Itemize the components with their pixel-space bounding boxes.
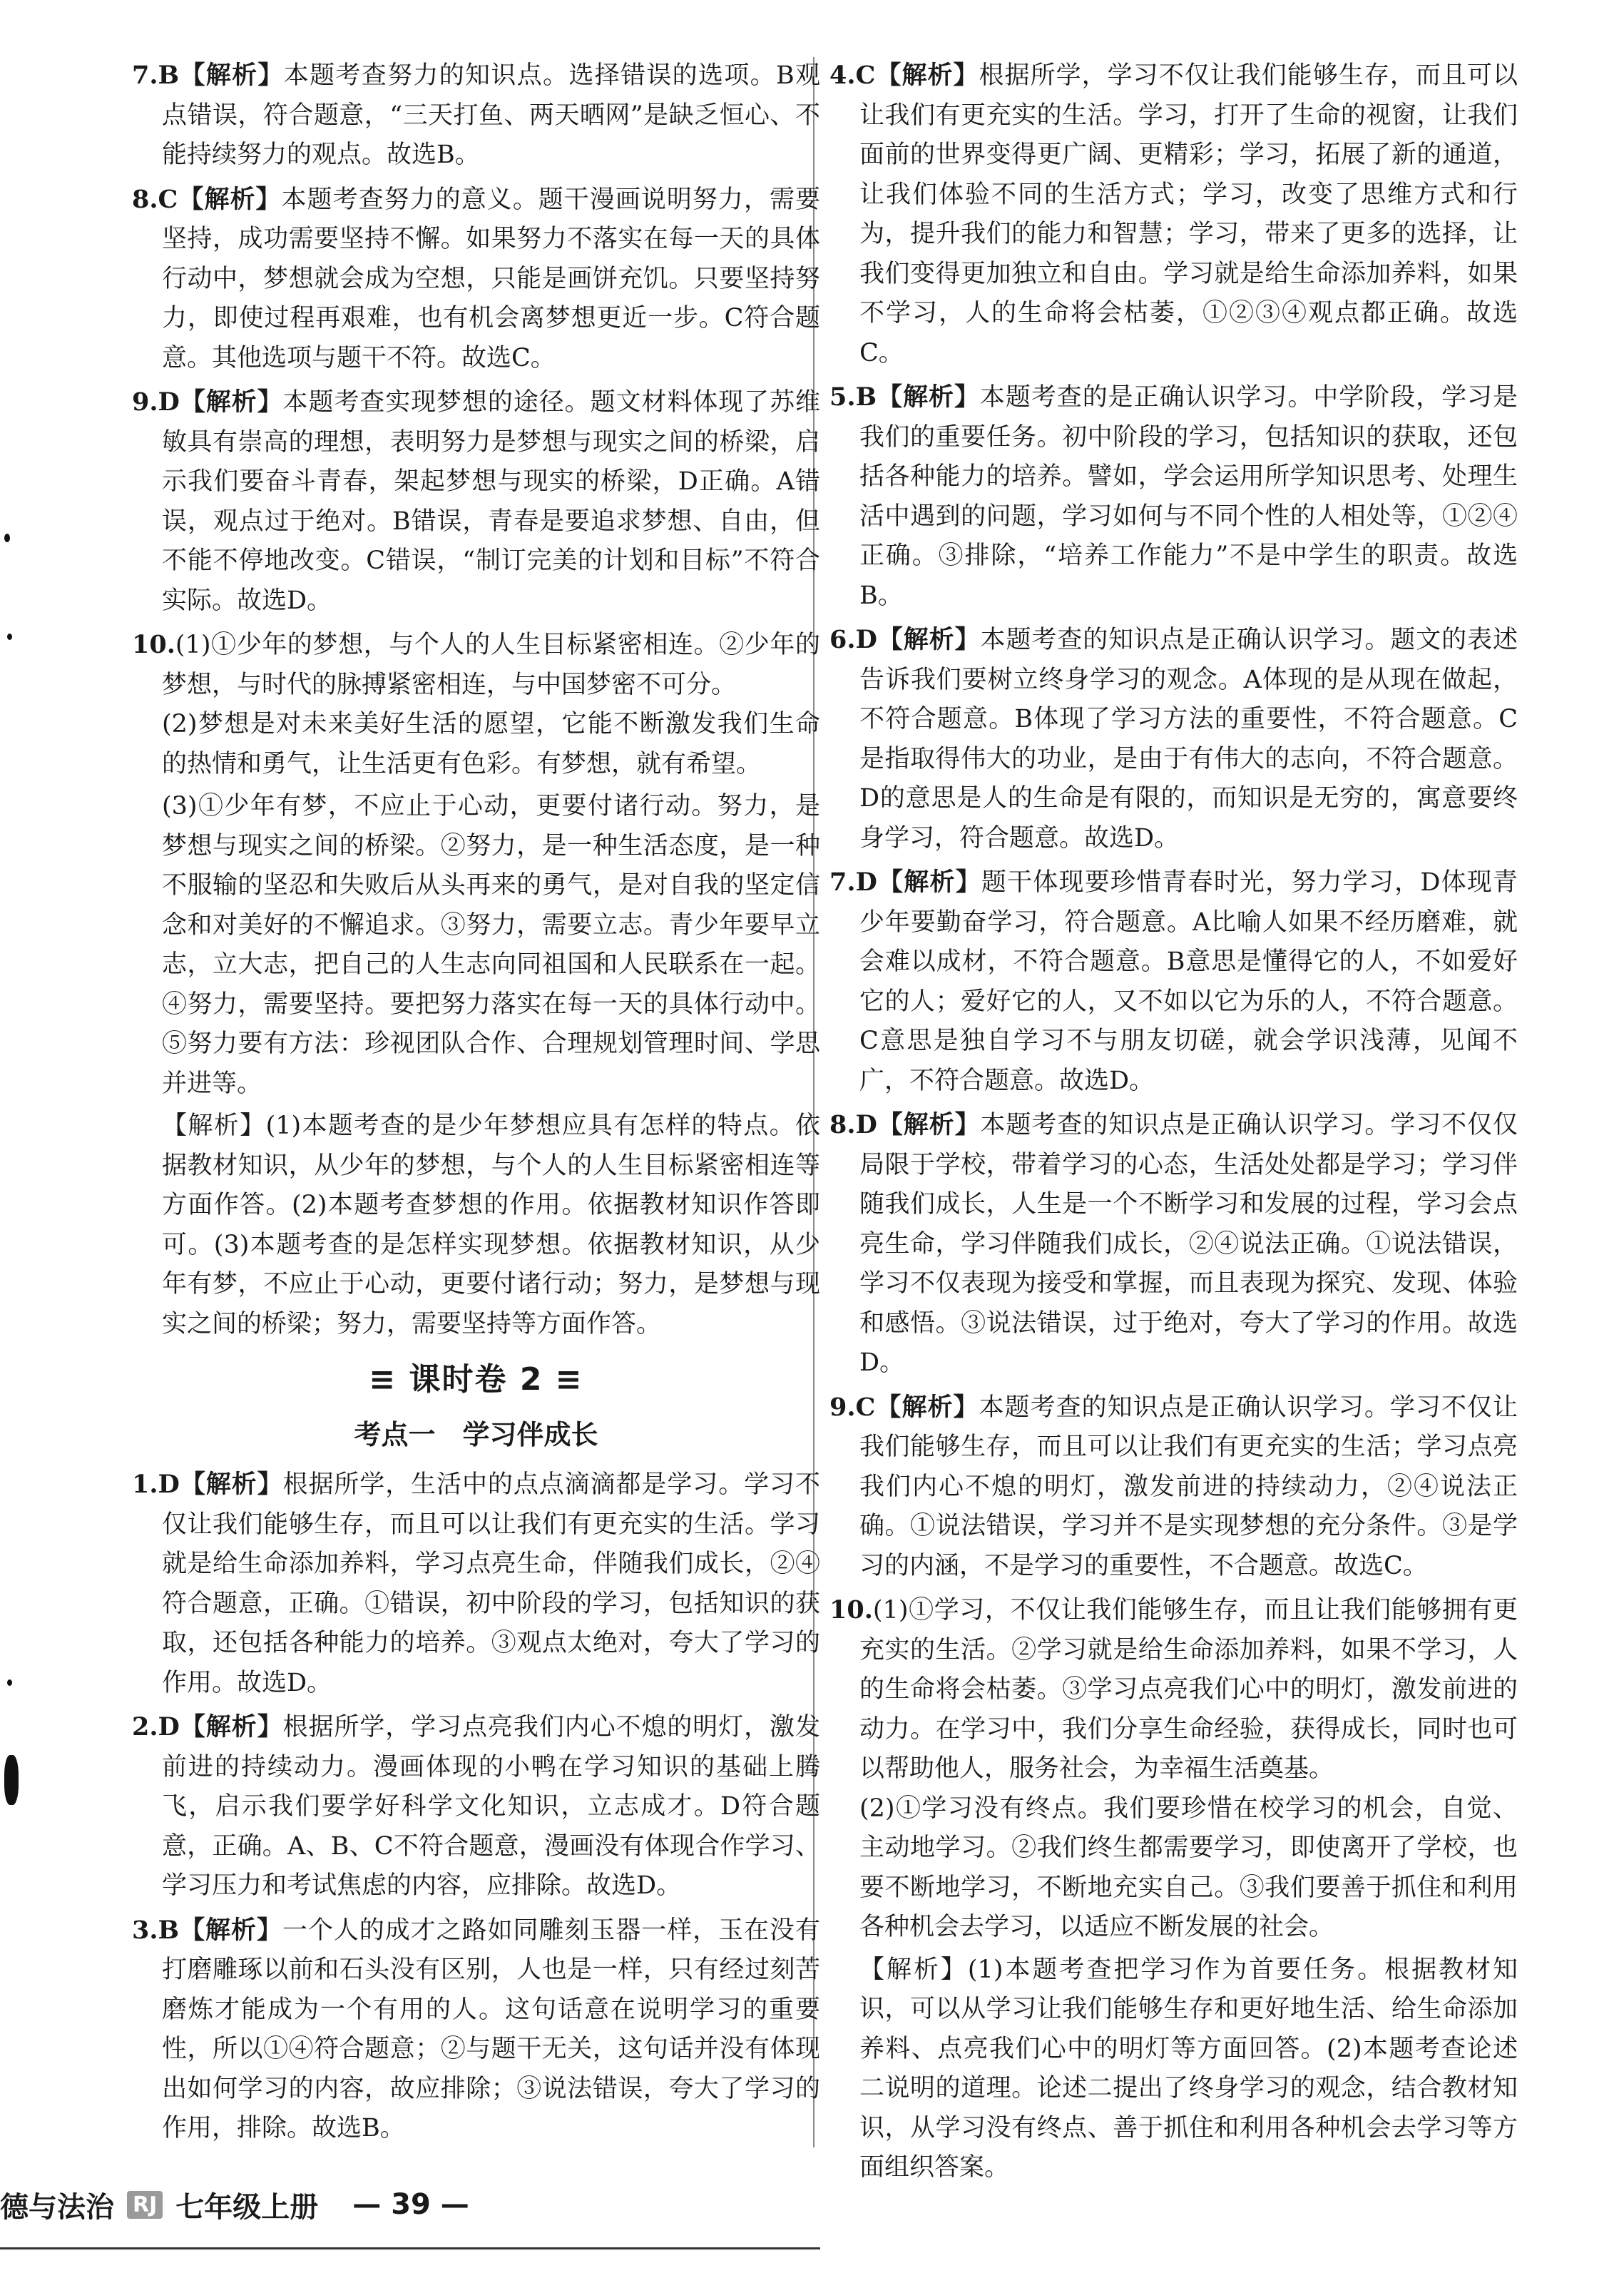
answer-text: 本题考查努力的意义。题干漫画说明努力，需要坚持，成功需要坚持不懈。如果努力不落实在每一天的具体行动中，梦想就会成为空想，只能是画饼充饥。只要坚持努力，即使过程再艰难，也有机会离梦想更近一步。C符合题意。其他选项与题干不符。故选C。 — [162, 185, 820, 372]
answer-item — [829, 1388, 1518, 1587]
scan-mark — [4, 1755, 19, 1805]
answer-paragraph: 【解析】(1)本题考查的是少年梦想应具有怎样的特点。依据教材知识，从少年的梦想，与个人的人生目标紧密相连等方面作答。(2)本题考查梦想的作用。依据教材知识作答即可。(3)本题考查的是怎样实现梦想。依据教材知识，从少年有梦，不应止于心动，更要付诸行动；努力，是梦想与现实之间的桥梁；努力，需要坚持等方面作答。 — [162, 1112, 820, 1338]
answer-text: 本题考查的知识点是正确认识学习。学习不仅让我们能够生存，而且可以让我们有更充实的生活；学习点亮我们内心不熄的明灯，激发前进的持续动力，②④说法正确。①说法错误，学习并不是实现梦想的充分条件。③是学习的内涵，不是学习的重要性，不合题意。故选C。 — [859, 1393, 1518, 1580]
answer-item — [829, 377, 1518, 616]
analysis-tag: 【解析】 — [179, 1915, 282, 1945]
answer-item — [132, 180, 820, 379]
section-title: ≡ 课时卷 2 ≡ — [369, 1361, 583, 1398]
analysis-tag: 【解析】 — [877, 1110, 981, 1139]
answer-text: (1)①少年的梦想，与个人的人生目标紧密相连。②少年的梦想，与时代的脉搏紧密相连，与中国梦密不可分。 — [162, 631, 820, 699]
subsection-title: 考点一 学习伴成长 — [354, 1418, 598, 1450]
answer-paragraph: 【解析】(1)本题考查把学习作为首要任务。根据教材知识，可以从学习让我们能够生存和更好地生活、给生命添加养料、点亮我们心中的明灯等方面回答。(2)本题考查论述二说明的道理。论述二提出了终身学习的观念，结合教材知识，从学习没有终点、善于抓住和利用各种机会去学习等方面组织答案。 — [859, 1955, 1518, 2182]
answer-number: 10. — [132, 630, 175, 659]
answer-text: 题干体现要珍惜青春时光，努力学习，D体现青少年要勤奋学习，符合题意。A比喻人如果不经历磨难，就会难以成材，不符合题意。B意思是懂得它的人，不如爱好它的人；爱好它的人，又不如以它为乐的人，不符合题意。C意思是独自学习不与朋友切磋，就会学识浅薄，见闻不广，不符合题意。故选D。 — [859, 868, 1518, 1095]
scan-mark — [7, 634, 12, 640]
answer-text: 本题考查的知识点是正确认识学习。题文的表述告诉我们要树立终身学习的观念。A体现的是从现在做起，不符合题意。B体现了学习方法的重要性，不符合题意。C是指取得伟大的功业，是由于有伟大的志向，不符合题意。D的意思是人的生命是有限的，而知识是无穷的，寓意要终身学习，符合题意。故选D。 — [859, 626, 1518, 853]
analysis-tag: 【解析】 — [877, 382, 980, 412]
right-column — [829, 56, 1518, 2192]
answer-number: 8.C — [132, 184, 178, 214]
analysis-tag: 【解析】 — [179, 1712, 283, 1742]
answer-item — [829, 1590, 1518, 2188]
scan-mark — [4, 534, 10, 542]
scan-mark — [7, 1679, 12, 1686]
analysis-tag: 【解析】 — [875, 61, 979, 90]
analysis-tag: 【解析】 — [877, 868, 981, 897]
answer-text: 一个人的成才之路如同雕刻玉器一样，玉在没有打磨雕琢以前和石头没有区别，人也是一样，只有经过刻苦磨炼才能成为一个有用的人。这句话意在说明学习的重要性，所以①④符合题意；②与题干无关，这句话并没有体现出如何学习的内容，故应排除；③说法错误，夸大了学习的作用，排除。故选B。 — [162, 1916, 820, 2142]
answer-number: 8.D — [829, 1110, 877, 1139]
answer-item — [132, 382, 820, 621]
footer-subject: 德与法治 — [0, 2190, 114, 2224]
analysis-tag: 【解析】 — [178, 184, 282, 214]
answer-text: 本题考查实现梦想的途径。题文材料体现了苏维敏具有崇高的理想，表明努力是梦想与现实之间的桥梁，启示我们要奋斗青春，架起梦想与现实的桥梁，D正确。A错误，观点过于绝对。B错误，青春是要追求梦想、自由，但不能不停地改变。C错误，“制订完美的计划和目标”不符合实际。故选D。 — [162, 388, 820, 615]
answer-paragraph: (2)①学习没有终点。我们要珍惜在校学习的机会，自觉、主动地学习。②我们终生都需要学习，即使离开了学校，也要不断地学习，不断地充实自己。③我们要善于抓住和利用各种机会去学习，以适应不断发展的社会。 — [859, 1794, 1518, 1941]
answer-item — [132, 1707, 820, 1906]
answer-text: 本题考查努力的知识点。选择错误的选项。B观点错误，符合题意，“三天打鱼、两天晒网”是缺乏恒心、不能持续努力的观点。故选B。 — [162, 61, 820, 169]
answer-item — [829, 56, 1518, 373]
answer-item — [132, 625, 820, 1344]
page-footer — [0, 2183, 469, 2226]
edition-badge: RJ — [127, 2191, 163, 2219]
answer-number: 7.B — [132, 61, 180, 90]
answer-number: 1.D — [132, 1470, 180, 1499]
answer-number: 4.C — [829, 61, 876, 90]
answer-number: 9.D — [132, 387, 180, 417]
answer-item — [132, 1465, 820, 1703]
answer-number: 3.B — [132, 1915, 180, 1945]
answer-number: 7.D — [829, 868, 877, 897]
answer-item — [829, 863, 1518, 1101]
analysis-tag: 【解析】 — [179, 61, 284, 90]
analysis-tag: 【解析】 — [877, 625, 981, 654]
analysis-tag: 【解析】 — [875, 1392, 979, 1422]
answer-paragraph: (3)①少年有梦，不应止于心动，更要付诸行动。努力，是梦想与现实之间的桥梁。②努力，是一种生活态度，是一种不服输的坚忍和失败后从头再来的勇气，是对自我的坚定信念和对美好的不懈追求。③努力，需要立志。青少年要早立志，立大志，把自己的人生志向同祖国和人民联系在一起。④努力，需要坚持。要把努力落实在每一天的具体行动中。⑤努力要有方法：珍视团队合作、合理规划管理时间、学思并进等。 — [162, 792, 820, 1098]
footer-grade: 七年级上册 — [175, 2190, 319, 2224]
answer-text: 本题考查的知识点是正确认识学习。学习不仅仅局限于学校，带着学习的心态，生活处处都是学习；学习伴随我们成长，人生是一个不断学习和发展的过程，学习会点亮生命，学习伴随我们成长，②④说法正确。①说法错误，学习不仅表现为接受和掌握，而且表现为探究、发现、体验和感悟。③说法错误，过于绝对，夸大了学习的作用。故选D。 — [859, 1111, 1518, 1377]
answer-text: 根据所学，学习点亮我们内心不熄的明灯，激发前进的持续动力。漫画体现的小鸭在学习知识的基础上腾飞，启示我们要学好科学文化知识，立志成才。D符合题意，正确。A、B、C不符合题意，漫画没有体现合作学习、学习压力和考试焦虑的内容，应排除。故选D。 — [162, 1713, 820, 1900]
answer-number: 10. — [829, 1595, 873, 1624]
answer-item — [132, 56, 820, 176]
answer-text: 根据所学，学习不仅让我们能够生存，而且可以让我们有更充实的生活。学习，打开了生命的视窗，让我们面前的世界变得更广阔、更精彩；学习，拓展了新的通道，让我们体验不同的生活方式；学习，改变了思维方式和行为，提升我们的能力和智慧；学习，带来了更多的选择，让我们变得更加独立和自由。学习就是给生命添加养料，如果不学习，人的生命将会枯萎，①②③④观点都正确。故选C。 — [859, 61, 1518, 367]
answer-number: 9.C — [829, 1392, 876, 1422]
answer-paragraph: (2)梦想是对未来美好生活的愿望，它能不断激发我们生命的热情和勇气，让生活更有色彩。有梦想，就有希望。 — [162, 710, 820, 778]
analysis-tag: 【解析】 — [179, 1470, 283, 1499]
answer-text: 本题考查的是正确认识学习。中学阶段，学习是我们的重要任务。初中阶段的学习，包括知识的获取，还包括各种能力的培养。譬如，学会运用所学知识思考、处理生活中遇到的问题，学习如何与不同个性的人相处等，①②④正确。③排除，“培养工作能力”不是中学生的职责。故选B。 — [859, 383, 1518, 610]
analysis-tag: 【解析】 — [179, 387, 283, 417]
answer-number: 2.D — [132, 1712, 180, 1742]
answer-text: (1)①学习，不仅让我们能够生存，而且让我们能够拥有更充实的生活。②学习就是给生命添加养料，如果不学习，人的生命将会枯萎。③学习点亮我们心中的明灯，激发前进的动力。在学习中，我们分享生命经验，获得成长，同时也可以帮助他人，服务社会，为幸福生活奠基。 — [859, 1596, 1518, 1783]
answer-item — [829, 1105, 1518, 1383]
answer-text: 根据所学，生活中的点点滴滴都是学习。学习不仅让我们能够生存，而且可以让我们有更充实的生活。学习就是给生命添加养料，学习点亮生命，伴随我们成长，②④符合题意，正确。①错误，初中阶段的学习，包括知识的获取，还包括各种能力的培养。③观点太绝对，夸大了学习的作用。故选D。 — [162, 1470, 820, 1697]
answer-number: 5.B — [829, 382, 877, 412]
page-number: — 39 — — [352, 2188, 469, 2221]
footer-rule — [0, 2247, 820, 2249]
answer-number: 6.D — [829, 625, 877, 654]
answer-item — [829, 620, 1518, 858]
left-column — [132, 56, 820, 2153]
answer-item — [132, 1911, 820, 2149]
